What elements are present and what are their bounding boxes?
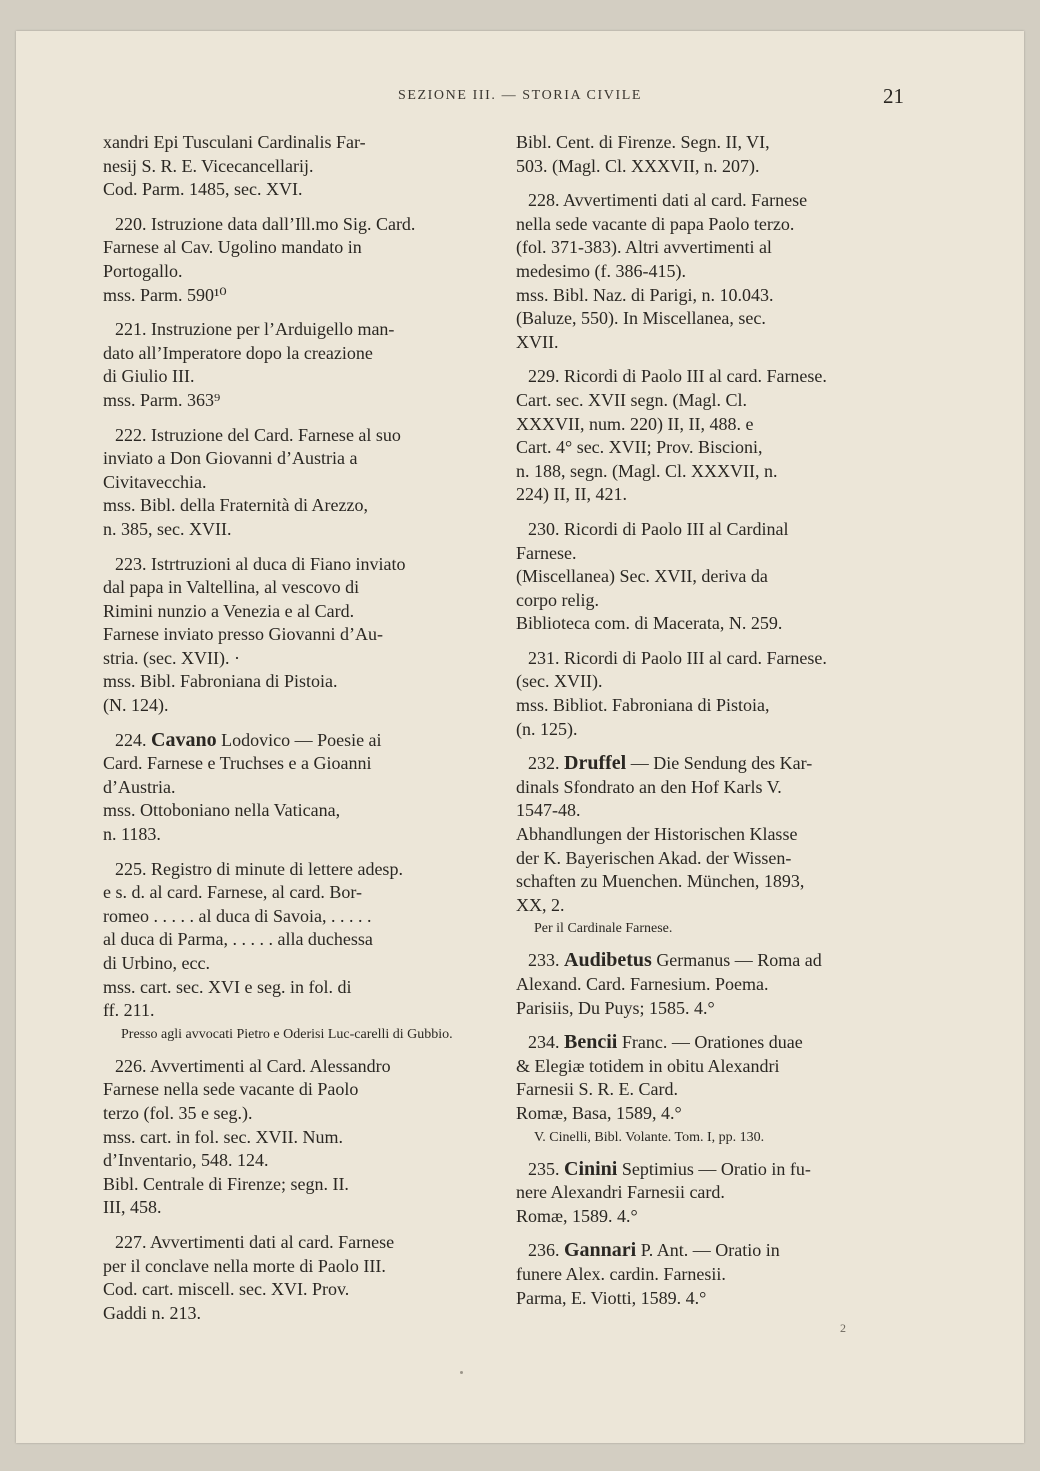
catalog-entry <box>516 949 911 1020</box>
entry-heading <box>516 752 911 776</box>
entry-author: Druffel <box>564 752 627 775</box>
entry-line: Farnese inviato presso Giovanni d’Au- <box>103 624 383 645</box>
entry-line: Cart. sec. XVII segn. (Magl. Cl. <box>516 389 747 410</box>
entry-line: 225. Registro di minute di lettere adesp. <box>115 858 403 879</box>
entry-line: Rimini nunzio a Venezia e al Card. <box>103 600 355 621</box>
catalog-entry <box>103 213 493 307</box>
entry-title: Franc. — Orationes duae <box>617 1032 803 1053</box>
entry-line: e s. d. al card. Farnese, al card. Bor- <box>103 882 363 903</box>
entry-line: schaften zu Muenchen. München, 1893, <box>516 871 805 892</box>
entry-line: 220. Istruzione data dall’Ill.mo Sig. Card. <box>115 213 416 234</box>
catalog-entry <box>103 858 493 1044</box>
entry-line: al duca di Parma, . . . . . alla duchessa <box>103 929 373 950</box>
entry-line: 221. Instruzione per l’Arduigello man- <box>115 319 395 340</box>
entry-line: XXXVII, num. 220) II, II, 488. e <box>516 413 754 434</box>
entry-line: III, 458. <box>103 1197 162 1218</box>
catalog-entry <box>516 1158 911 1229</box>
entry-heading <box>516 1158 911 1182</box>
entry-line: per il conclave nella morte di Paolo III. <box>103 1255 386 1276</box>
entry-line: medesimo (f. 386-415). <box>516 260 686 281</box>
entry-line: romeo . . . . . al duca di Savoia, . . . . . <box>103 905 372 926</box>
entry-line: ff. 211. <box>103 1000 155 1021</box>
catalog-entry <box>103 729 493 847</box>
entry-line: Farnese nella sede vacante di Paolo <box>103 1079 359 1100</box>
entry-line: 228. Avvertimenti dati al card. Farnese <box>528 190 808 211</box>
catalog-entry <box>103 1055 493 1220</box>
entry-line: (sec. XVII). <box>516 671 603 692</box>
entry-title: P. Ant. — Oratio in <box>636 1240 780 1261</box>
entry-title: Lodovico — Poesie ai <box>216 729 382 750</box>
catalog-entry <box>103 131 493 202</box>
entry-line: corpo relig. <box>516 589 599 610</box>
entry-line: & Elegiæ totidem in obitu Alexandri <box>516 1055 780 1076</box>
paper-speck <box>460 1371 463 1374</box>
catalog-entry <box>516 365 911 507</box>
entry-number: 232. <box>528 753 564 774</box>
entry-line: 227. Avvertimenti dati al card. Farnese <box>115 1231 395 1252</box>
entry-line: XX, 2. <box>516 894 565 915</box>
entry-number: 224. <box>115 729 151 750</box>
entry-author: Audibetus <box>564 949 652 972</box>
entry-line: mss. Bibl. Fabroniana di Pistoia. <box>103 671 338 692</box>
entry-line: Farnesii S. R. E. Card. <box>516 1079 678 1100</box>
catalog-entry <box>516 752 911 938</box>
entry-line: 222. Istruzione del Card. Farnese al suo <box>115 424 401 445</box>
entry-number: 236. <box>528 1240 564 1261</box>
catalog-entry <box>516 189 911 354</box>
catalog-entry <box>103 553 493 718</box>
entry-note: Per il Cardinale Farnese. <box>534 921 673 937</box>
entry-line: mss. Bibl. della Fraternità di Arezzo, <box>103 495 368 516</box>
entry-line: di Urbino, ecc. <box>103 953 210 973</box>
entry-line: Biblioteca com. di Macerata, N. 259. <box>516 613 783 634</box>
entry-line: (N. 124). <box>103 695 169 716</box>
signature-mark: 2 <box>840 1321 846 1335</box>
entry-line: (Miscellanea) Sec. XVII, deriva da <box>516 566 768 587</box>
entry-line: nella sede vacante di papa Paolo terzo. <box>516 213 795 234</box>
entry-line: n. 385, sec. XVII. <box>103 518 232 539</box>
entry-note: V. Cinelli, Bibl. Volante. Tom. I, pp. 130. <box>534 1129 765 1145</box>
entry-line: Farnese al Cav. Ugolino mandato in <box>103 237 362 258</box>
entry-line: 503. (Magl. Cl. XXXVII, n. 207). <box>516 155 760 176</box>
entry-line: Farnese. <box>516 542 577 563</box>
entry-line: Cart. 4° sec. XVII; Prov. Biscioni, <box>516 437 763 458</box>
entry-heading <box>103 729 493 753</box>
catalog-entry <box>103 1231 493 1325</box>
entry-line: 223. Istrtruzioni al duca di Fiano inviato <box>115 553 406 574</box>
catalog-entry <box>516 647 911 741</box>
catalog-entry <box>516 1031 911 1146</box>
left-column <box>103 131 493 1336</box>
entry-line: n. 1183. <box>103 824 161 845</box>
entry-line: Card. Farnese e Truchses e a Gioanni <box>103 753 372 774</box>
entry-line: di Giulio III. <box>103 366 195 387</box>
page-number: 21 <box>883 84 904 108</box>
entry-line: Bibl. Centrale di Firenze; segn. II. <box>103 1173 349 1194</box>
entry-line: funere Alex. cardin. Farnesii. <box>516 1263 726 1284</box>
entry-title: — Die Sendung des Kar- <box>626 753 813 774</box>
entry-line: nesij S. R. E. Vicecancellarij. <box>103 155 314 176</box>
entry-author: Gannari <box>564 1239 637 1262</box>
entry-line: dinals Sfondrato an den Hof Karls V. <box>516 776 782 797</box>
entry-line: 1547-48. <box>516 800 581 821</box>
entry-line: Parma, E. Viotti, 1589. 4.° <box>516 1287 707 1308</box>
entry-line: Abhandlungen der Historischen Klasse <box>516 824 798 845</box>
entry-line: Bibl. Cent. di Firenze. Segn. II, VI, <box>516 132 770 152</box>
entry-line: dal papa in Valtellina, al vescovo di <box>103 577 360 598</box>
right-column <box>516 131 911 1321</box>
entry-line: (n. 125). <box>516 718 578 739</box>
catalog-entry <box>516 131 911 178</box>
entry-author: Cavano <box>151 728 217 751</box>
entry-line: d’Inventario, 548. 124. <box>103 1150 269 1171</box>
entry-line: inviato a Don Giovanni d’Austria a <box>103 448 358 469</box>
entry-line: terzo (fol. 35 e seg.). <box>103 1102 253 1123</box>
page <box>16 31 1024 1443</box>
entry-heading <box>516 949 911 973</box>
entry-line: Romæ, Basa, 1589, 4.° <box>516 1102 682 1123</box>
entry-author: Bencii <box>564 1031 618 1054</box>
entry-line: mss. Bibliot. Fabroniana di Pistoia, <box>516 695 770 716</box>
catalog-entry <box>103 424 493 542</box>
entry-line: 230. Ricordi di Paolo III al Cardinal <box>528 518 789 539</box>
entry-author: Cinini <box>564 1157 618 1180</box>
entry-line: XVII. <box>516 331 559 352</box>
entry-line: d’Austria. <box>103 776 176 797</box>
entry-line: 224) II, II, 421. <box>516 484 627 505</box>
entry-line: Civitavecchia. <box>103 471 207 492</box>
entry-title: Septimius — Oratio in fu- <box>617 1158 811 1179</box>
entry-line: mss. cart. sec. XVI e seg. in fol. di <box>103 976 352 997</box>
catalog-entry <box>516 1239 911 1310</box>
entry-line: mss. Parm. 363⁹ <box>103 389 221 410</box>
entry-heading <box>516 1239 911 1263</box>
entry-line: Alexand. Card. Farnesium. Poema. <box>516 974 769 994</box>
entry-line: 231. Ricordi di Paolo III al card. Farnese. <box>528 647 827 668</box>
entry-number: 234. <box>528 1032 564 1053</box>
entry-line: n. 188, segn. (Magl. Cl. XXXVII, n. <box>516 460 778 481</box>
entry-line: Romæ, 1589. 4.° <box>516 1205 638 1226</box>
entry-line: 229. Ricordi di Paolo III al card. Farnese. <box>528 366 827 387</box>
entry-line: nere Alexandri Farnesii card. <box>516 1182 725 1203</box>
entry-note: Presso agli avvocati Pietro e Oderisi Luc-carelli di Gubbio. <box>121 1026 453 1042</box>
page-header <box>16 84 1024 114</box>
entry-line: Gaddi n. 213. <box>103 1302 201 1323</box>
entry-line: der K. Bayerischen Akad. der Wissen- <box>516 847 792 868</box>
entry-line: mss. Bibl. Naz. di Parigi, n. 10.043. <box>516 284 774 305</box>
entry-line: (Baluze, 550). In Miscellanea, sec. <box>516 308 766 329</box>
entry-line: (fol. 371-383). Altri avvertimenti al <box>516 237 772 258</box>
catalog-entry <box>103 318 493 412</box>
entry-line: Cod. Parm. 1485, sec. XVI. <box>103 179 303 200</box>
entry-line: Parisiis, Du Puys; 1585. 4.° <box>516 997 715 1018</box>
entry-heading <box>516 1031 911 1055</box>
entry-line: mss. Parm. 590¹⁰ <box>103 284 227 305</box>
catalog-entry <box>516 518 911 636</box>
entry-title: Germanus — Roma ad <box>651 950 822 971</box>
entry-line: dato all’Imperatore dopo la creazione <box>103 342 373 363</box>
entry-line: Portogallo. <box>103 260 183 281</box>
entry-line: Cod. cart. miscell. sec. XVI. Prov. <box>103 1279 350 1300</box>
entry-line: mss. Ottoboniano nella Vaticana, <box>103 800 341 821</box>
entry-line: xandri Epi Tusculani Cardinalis Far- <box>103 132 366 152</box>
entry-line: stria. (sec. XVII). · <box>103 647 240 668</box>
running-head: SEZIONE III. — STORIA CIVILE <box>397 88 643 103</box>
entry-line: mss. cart. in fol. sec. XVII. Num. <box>103 1126 343 1147</box>
entry-line: 226. Avvertimenti al Card. Alessandro <box>115 1055 391 1076</box>
entry-number: 233. <box>528 950 564 971</box>
entry-number: 235. <box>528 1158 564 1179</box>
